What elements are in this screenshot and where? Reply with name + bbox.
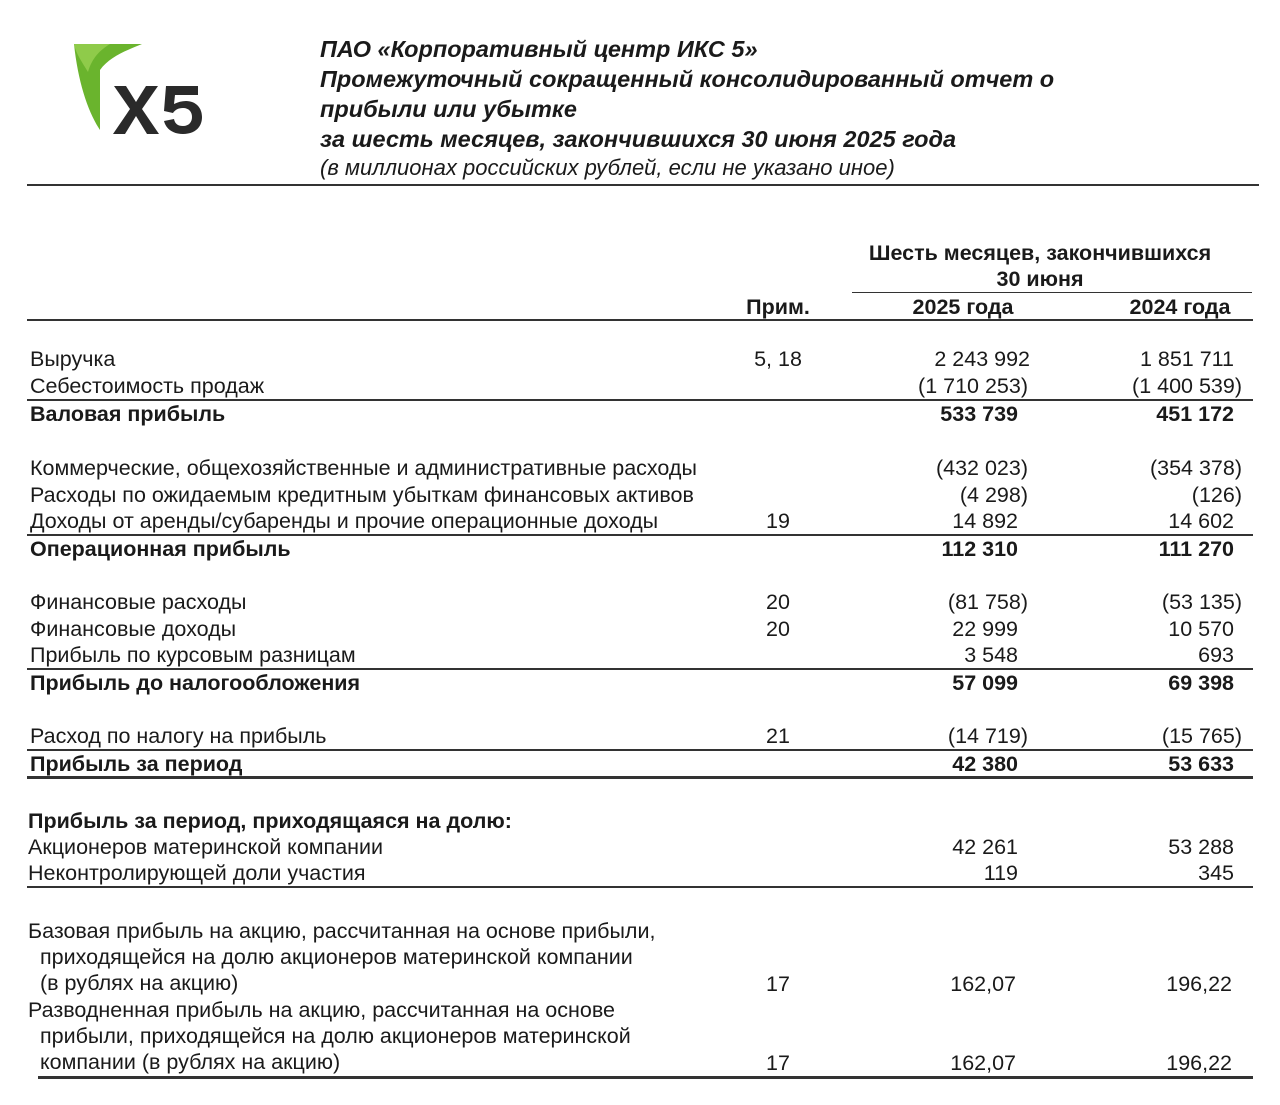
report-units: (в миллионах российских рублей, если не указано иное)	[320, 155, 895, 180]
finance-income-label: Финансовые доходы	[30, 617, 237, 641]
cost-of-sales-2024: (1 400 539)	[1132, 374, 1242, 398]
income-tax-note: 21	[766, 724, 790, 748]
shareholders-label: Акционеров материнской компании	[28, 835, 384, 859]
shareholders-2025: 42 261	[952, 835, 1018, 859]
fx-gain-label: Прибыль по курсовым разницам	[30, 643, 356, 667]
gross-profit-2025: 533 739	[940, 402, 1018, 426]
revenue-label: Выручка	[30, 347, 116, 371]
finance-income-2024: 10 570	[1168, 617, 1234, 641]
operating-profit-2024: 111 270	[1158, 537, 1234, 561]
diluted-eps-line-1: Разводненная прибыль на акцию, рассчитанная на основе	[28, 998, 615, 1022]
revenue-2024: 1 851 711	[1139, 347, 1234, 371]
income-tax-2024: (15 765)	[1161, 724, 1242, 748]
finance-costs-label: Финансовые расходы	[30, 590, 247, 614]
rule-final	[38, 1076, 1253, 1079]
finance-costs-2025: (81 758)	[947, 590, 1028, 614]
ecl-2024: (126)	[1191, 483, 1242, 507]
shareholders-2024: 53 288	[1168, 835, 1234, 859]
lease-income-label: Доходы от аренды/субаренды и прочие операционные доходы	[30, 509, 659, 533]
attributable-header: Прибыль за период, приходящаяся на долю:	[28, 809, 512, 833]
profit-period-label: Прибыль за период	[30, 752, 243, 776]
column-group-heading-1: Шесть месяцев, закончившихся	[868, 241, 1212, 265]
rule-nci-bottom	[27, 886, 1253, 888]
report-title-line-1: Промежуточный сокращенный консолидированный отчет о	[320, 66, 1055, 92]
lease-income-2025: 14 892	[952, 509, 1018, 533]
diluted-eps-note: 17	[766, 1051, 790, 1075]
diluted-eps-line-2: прибыли, приходящейся на долю акционеров материнской	[40, 1024, 631, 1048]
profit-before-tax-2025: 57 099	[952, 671, 1018, 695]
income-tax-label: Расход по налогу на прибыль	[30, 724, 327, 748]
finance-costs-note: 20	[766, 590, 790, 614]
year-2024-heading: 2024 года	[1129, 295, 1231, 319]
ecl-2025: (4 298)	[959, 483, 1028, 507]
basic-eps-line-3: (в рублях на акцию)	[40, 971, 239, 995]
diluted-eps-2025: 162,07	[950, 1051, 1016, 1075]
income-tax-2025: (14 719)	[947, 724, 1028, 748]
logo-5-shape	[164, 86, 202, 134]
profit-period-2025: 42 380	[952, 752, 1018, 776]
operating-profit-2025: 112 310	[941, 537, 1018, 561]
column-header-rule	[27, 319, 1253, 321]
basic-eps-note: 17	[766, 972, 790, 996]
finance-costs-2024: (53 135)	[1161, 590, 1242, 614]
ecl-label: Расходы по ожидаемым кредитным убыткам финансовых активов	[30, 483, 694, 507]
basic-eps-line-1: Базовая прибыль на акцию, рассчитанная на основе прибыли,	[28, 919, 656, 943]
sga-2024: (354 378)	[1149, 456, 1242, 480]
report-header	[320, 34, 1260, 182]
profit-before-tax-2024: 69 398	[1168, 671, 1234, 695]
logo-x-shape	[113, 86, 159, 134]
basic-eps-2024: 196,22	[1166, 972, 1232, 996]
gross-profit-label: Валовая прибыль	[30, 402, 226, 426]
profit-before-tax-label: Прибыль до налогообложения	[30, 671, 361, 695]
diluted-eps-line-3: компании (в рублях на акцию)	[40, 1050, 341, 1074]
lease-income-2024: 14 602	[1168, 509, 1234, 533]
basic-eps-line-2: приходящейся на долю акционеров материнской компании	[40, 945, 633, 969]
column-group-heading-2: 30 июня	[996, 267, 1084, 291]
year-2025-heading: 2025 года	[912, 295, 1014, 319]
sga-label: Коммерческие, общехозяйственные и административные расходы	[30, 456, 697, 480]
cost-of-sales-2025: (1 710 253)	[918, 374, 1028, 398]
gross-profit-2024: 451 172	[1156, 402, 1234, 426]
note-column-heading: Прим.	[746, 295, 810, 319]
finance-income-note: 20	[766, 617, 790, 641]
lease-income-note: 19	[766, 509, 790, 533]
cost-of-sales-label: Себестоимость продаж	[30, 374, 265, 398]
nci-2024: 345	[1198, 861, 1234, 885]
revenue-note: 5, 18	[754, 347, 802, 371]
profit-period-2024: 53 633	[1168, 752, 1234, 776]
report-period: за шесть месяцев, закончившихся 30 июня 2025 года	[320, 126, 957, 152]
nci-2025: 119	[983, 861, 1018, 885]
fx-gain-2024: 693	[1198, 643, 1234, 667]
basic-eps-2025: 162,07	[950, 972, 1016, 996]
diluted-eps-2024: 196,22	[1166, 1051, 1232, 1075]
nci-label: Неконтролирующей доли участия	[28, 861, 366, 885]
finance-income-2025: 22 999	[952, 617, 1018, 641]
x5-logo	[70, 42, 202, 134]
fx-gain-2025: 3 548	[964, 643, 1018, 667]
operating-profit-label: Операционная прибыль	[30, 537, 291, 561]
company-name: ПАО «Корпоративный центр ИКС 5»	[320, 36, 758, 62]
column-group-rule	[852, 292, 1252, 293]
rule-profit-period-bottom	[27, 776, 1253, 779]
revenue-2025: 2 243 992	[934, 347, 1030, 371]
report-title-line-2: прибыли или убытке	[320, 96, 577, 122]
sga-2025: (432 023)	[935, 456, 1028, 480]
header-rule	[27, 184, 1259, 186]
